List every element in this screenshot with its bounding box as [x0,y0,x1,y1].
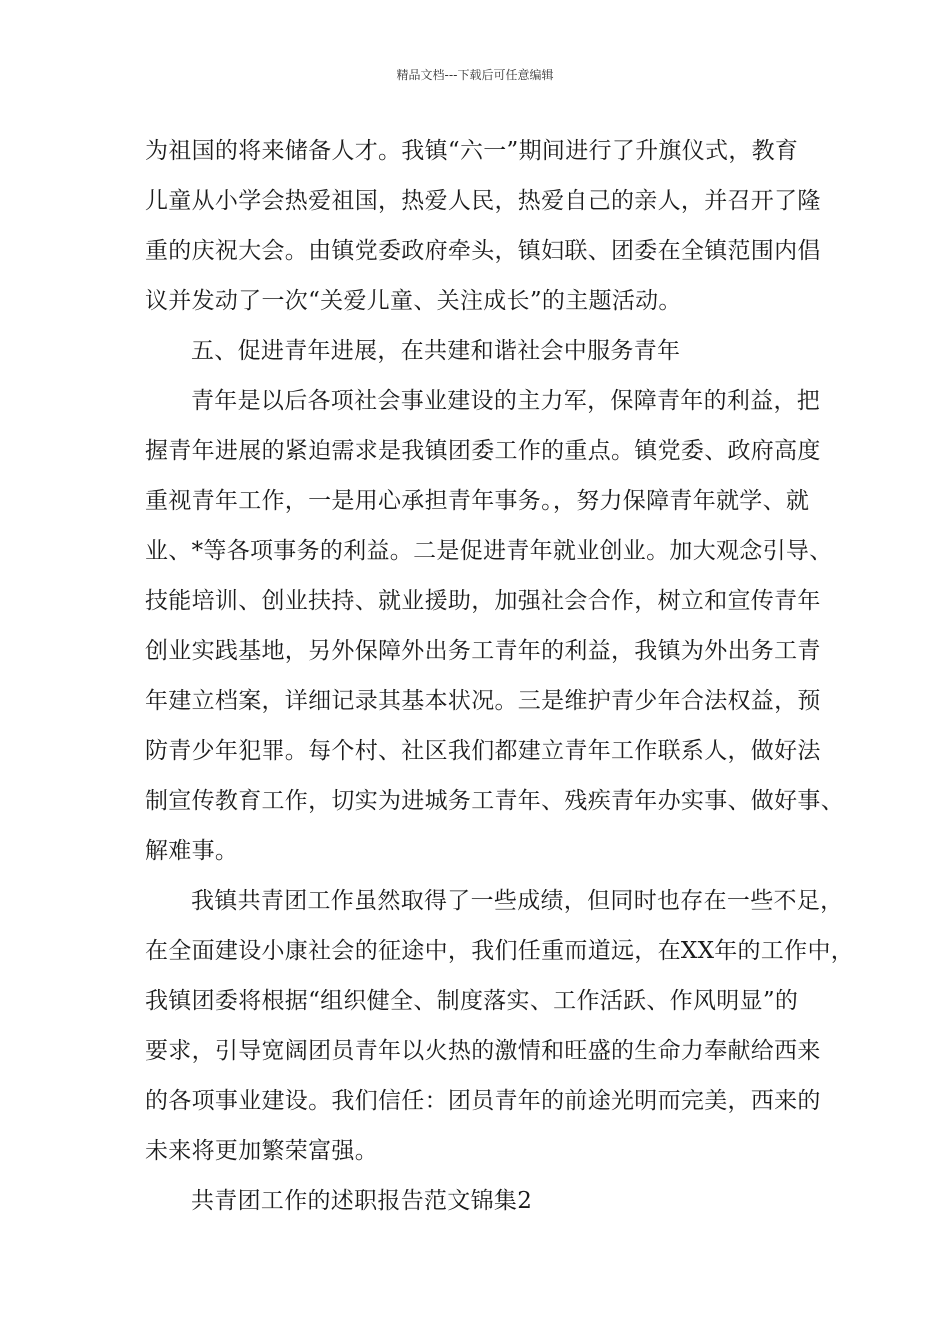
document-body [145,130,855,1230]
text-line: 解难事。 [145,838,239,864]
text-line: 创业实践基地，另外保障外出务工青年的利益，我镇为外出务工青 [145,638,821,664]
text-line: 制宣传教育工作，切实为进城务工青年、残疾青年办实事、做好事、 [145,788,844,814]
text-line: 儿童从小学会热爱祖国，热爱人民，热爱自己的亲人，并召开了隆 [145,188,821,214]
section-heading: 五、促进青年进展，在共建和谐社会中服务青年 [191,338,681,364]
text-line: 技能培训、创业扶持、就业援助，加强社会合作，树立和宣传青年 [145,588,821,614]
text-line: 我镇团委将根据“组织健全、制度落实、工作活跃、作风明显”的 [145,988,799,1014]
text-line: 我镇共青团工作虽然取得了一些成绩，但同时也存在一些不足， [191,888,844,914]
text-line: 重视青年工作，一是用心承担青年事务。，努力保障青年就学、就 [145,488,810,514]
document-subtitle: 共青团工作的述职报告范文锦集2 [191,1188,533,1214]
page-header: 精品文档---下载后可任意编辑 [396,68,554,82]
text-line: 青年是以后各项社会事业建设的主力军，保障青年的利益，把 [191,388,821,414]
text-line: 年建立档案，详细记录其基本状况。三是维护青少年合法权益，预 [145,688,821,714]
text-line: 未来将更加繁荣富强。 [145,1138,378,1164]
text-line: 议并发动了一次“关爱儿童、关注成长”的主题活动。 [145,288,682,314]
text-line: 重的庆祝大会。由镇党委政府牵头，镇妇联、团委在全镇范围内倡 [145,238,821,264]
text-line: 防青少年犯罪。每个村、社区我们都建立青年工作联系人，做好法 [145,738,821,764]
text-line: 在全面建设小康社会的征途中，我们任重而道远，在XX年的工作中， [145,938,855,964]
text-line: 业、*等各项事务的利益。二是促进青年就业创业。加大观念引导、 [145,538,833,564]
text-line: 握青年进展的紧迫需求是我镇团委工作的重点。镇党委、政府高度 [145,438,821,464]
text-line: 的各项事业建设。我们信任：团员青年的前途光明而完美，西来的 [145,1088,821,1114]
text-line: 要求，引导宽阔团员青年以火热的激情和旺盛的生命力奉献给西来 [145,1038,821,1064]
text-line: 为祖国的将来储备人才。我镇“六一”期间进行了升旗仪式，教育 [145,138,799,164]
